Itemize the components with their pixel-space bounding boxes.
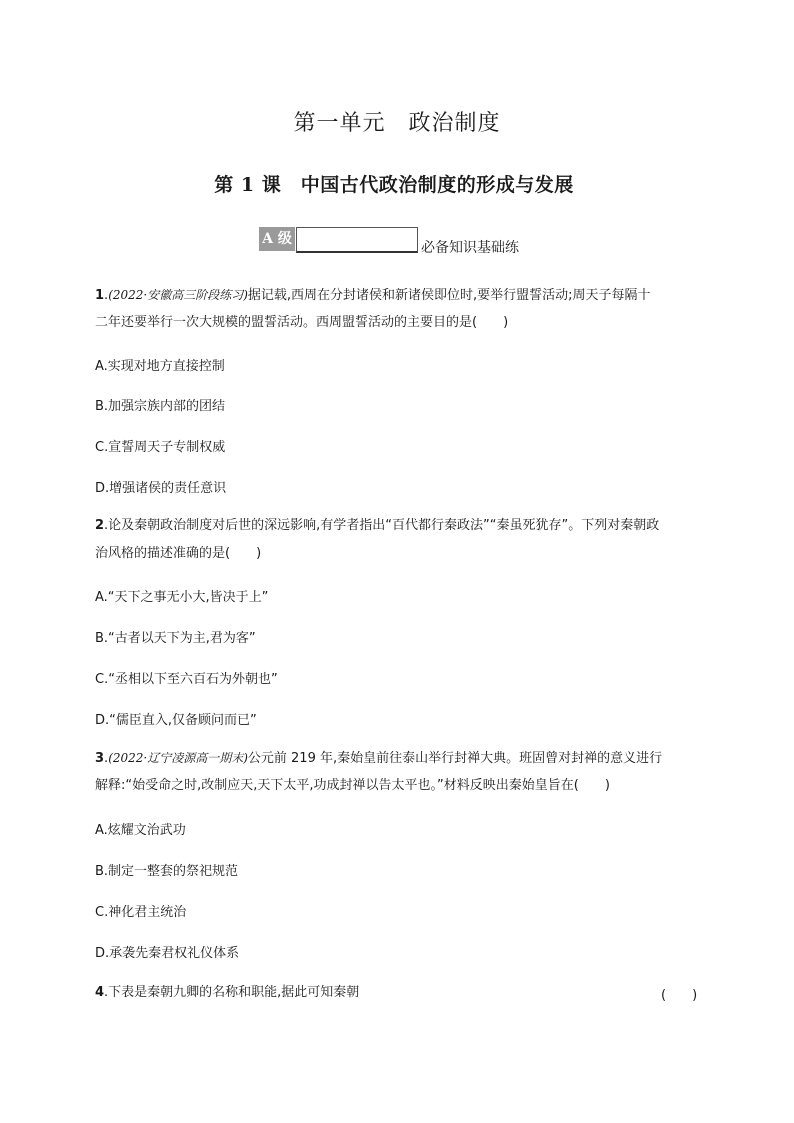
question-2-line-1 (95, 517, 659, 534)
question-text: .下表是秦朝九卿的名称和职能,据此可知秦朝 (104, 985, 360, 1000)
option-b: B.制定一整套的祭祀规范 (95, 864, 239, 879)
option-d: D.承袭先秦君权礼仪体系 (95, 946, 240, 961)
option-c: C.宣誓周天子专制权威 (95, 440, 226, 455)
option-a: A.炫耀文治武功 (95, 823, 186, 838)
level-box (296, 227, 418, 253)
question-text: 公元前 219 年,秦始皇前往泰山举行封禅大典。班固曾对封禅的意义进行 (247, 751, 663, 766)
option-a: A.实现对地方直接控制 (95, 359, 225, 374)
question-number: 1 (95, 288, 105, 303)
answer-paren: ( ) (661, 988, 698, 1003)
question-number: 2 (95, 518, 105, 533)
question-text: .论及秦朝政治制度对后世的深远影响,有学者指出“百代都行秦政法”“秦虽死犹存”。下列对秦朝政 (104, 518, 660, 533)
question-number: 4 (95, 985, 105, 1000)
question-3-line-1: 3.(2022·辽宁凌源高一期末)公元前 219 年,秦始皇前往泰山举行封禅大典。班固曾对封禅的意义进行 (95, 751, 663, 766)
question-text: 据记载,西周在分封诸侯和新诸侯即位时,要举行盟誓活动;周天子每隔十 (247, 288, 651, 303)
option-b: B.加强宗族内部的团结 (95, 399, 226, 414)
question-3-line-2: 解释:“始受命之时,改制应天,天下太平,功成封禅以告太平也。”材料反映出秦始皇旨在( ) (95, 778, 610, 793)
level-text: 必备知识基础练 (421, 240, 519, 256)
question-2-line-2: 治风格的描述准确的是( ) (95, 546, 262, 561)
level-badge: A 级 (259, 227, 295, 251)
question-1-line-1: 1.(2022·安徽高三阶段练习)据记载,西周在分封诸侯和新诸侯即位时,要举行盟誓活动;周天子每隔十 (95, 288, 651, 303)
unit-title: 第一单元 政治制度 (293, 111, 501, 136)
option-c: C.“丞相以下至六百石为外朝也” (95, 672, 278, 687)
question-1-line-2: 二年还要举行一次大规模的盟誓活动。西周盟誓活动的主要目的是( ) (95, 315, 509, 330)
option-c: C.神化君主统治 (95, 905, 187, 920)
option-b: B.“古者以天下为主,君为客” (95, 631, 256, 646)
option-d: D.“儒臣直入,仅备顾问而已” (95, 713, 257, 728)
question-source: (2022·辽宁凌源高一期末) (108, 751, 248, 765)
question-4-line-1 (95, 984, 359, 1001)
question-number: 3 (95, 751, 105, 766)
lesson-title: 第 1 课 中国古代政治制度的形成与发展 (214, 174, 574, 196)
option-d: D.增强诸侯的责任意识 (95, 481, 227, 496)
question-source: (2022·安徽高三阶段练习) (108, 288, 248, 302)
option-a: A.“天下之事无小大,皆决于上” (95, 590, 269, 605)
